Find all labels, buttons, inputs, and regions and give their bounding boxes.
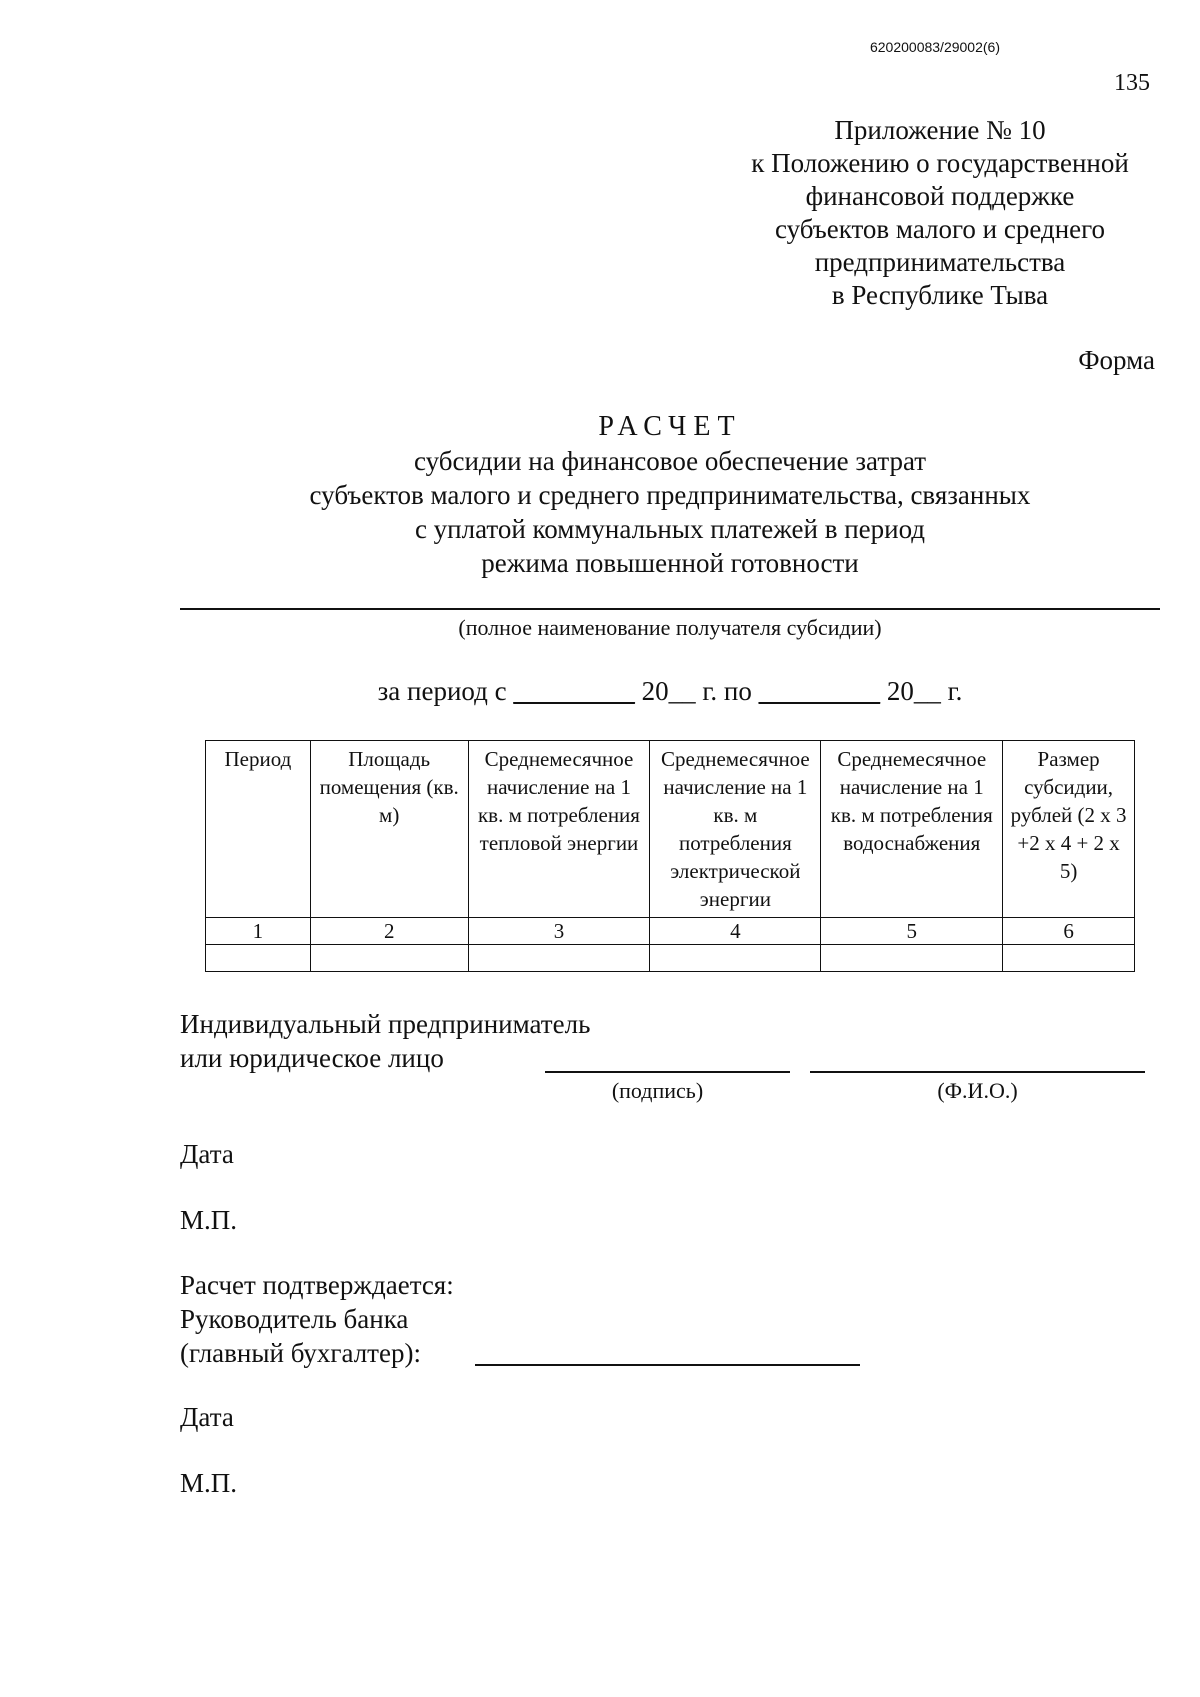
signatory-label [180, 1007, 640, 1075]
column-number: 2 [310, 918, 468, 945]
bank-signature-line[interactable] [475, 1364, 860, 1366]
table-header-row [206, 741, 1135, 918]
stamp-place-label: М.П. [180, 1205, 238, 1235]
period-year-end[interactable]: 20__ [886, 676, 941, 706]
confirmation-line: (главный бухгалтер): [180, 1338, 421, 1368]
date-label: Дата [180, 1402, 234, 1432]
document-id: 620200083/29002(6) [869, 39, 1000, 55]
period-line [180, 676, 1160, 707]
signature-caption: (подпись) [611, 1078, 704, 1103]
column-number: 5 [821, 918, 1003, 945]
signatory-line: Индивидуальный предприниматель [180, 1009, 591, 1039]
table-cell-empty[interactable] [310, 945, 468, 972]
appendix-line: Приложение № 10 [834, 115, 1046, 145]
appendix-block [700, 114, 1180, 312]
header-area: Площадь помещения (кв. м) [310, 741, 468, 918]
header-period: Период [206, 741, 311, 918]
confirmation-line: Руководитель банка [180, 1304, 409, 1334]
calculation-table [205, 740, 1135, 972]
document-title [160, 410, 1180, 580]
period-g-po: г. по [702, 676, 752, 706]
appendix-line: субъектов малого и среднего [774, 214, 1106, 244]
title-line: субъектов малого и среднего предпринимательства, связанных [309, 480, 1031, 510]
table-cell-empty[interactable] [650, 945, 821, 972]
appendix-line: финансовой поддержке [805, 181, 1075, 211]
column-number: 6 [1003, 918, 1135, 945]
title-line: режима повышенной готовности [481, 548, 859, 578]
appendix-line: в Республике Тыва [831, 280, 1049, 310]
form-label: Форма [1078, 345, 1155, 375]
title-line: субсидии на финансовое обеспечение затрат [413, 446, 927, 476]
page-number: 135 [1114, 70, 1150, 96]
table-cell-empty[interactable] [1003, 945, 1135, 972]
title-main: РАСЧЕТ [598, 411, 742, 442]
period-g-end: г. [947, 676, 963, 706]
signature-line[interactable] [545, 1071, 790, 1073]
header-subsidy: Размер субсидии, рублей (2 x 3 +2 x 4 + 2 x 5) [1003, 741, 1135, 918]
recipient-name-line[interactable] [180, 608, 1160, 610]
bank-confirmation [180, 1268, 700, 1370]
table-row [206, 945, 1135, 972]
signatory-line: или юридическое лицо [180, 1043, 444, 1073]
stamp-place-label: М.П. [180, 1468, 238, 1498]
confirmation-line: Расчет подтверждается: [180, 1270, 454, 1300]
header-water: Среднемесячное начисление на 1 кв. м потребления водоснабжения [821, 741, 1003, 918]
header-heat: Среднемесячное начисление на 1 кв. м потребления тепловой энергии [468, 741, 650, 918]
column-number: 3 [468, 918, 650, 945]
table-cell-empty[interactable] [206, 945, 311, 972]
appendix-line: предпринимательства [814, 247, 1066, 277]
header-electricity: Среднемесячное начисление на 1 кв. м потребления электрической энергии [650, 741, 821, 918]
fio-caption: (Ф.И.О.) [937, 1078, 1018, 1103]
period-year-start[interactable]: 20__ [641, 676, 696, 706]
table-cell-empty[interactable] [821, 945, 1003, 972]
appendix-line: к Положению о государственной [751, 148, 1129, 178]
column-number-row [206, 918, 1135, 945]
recipient-caption: (полное наименование получателя субсидии) [458, 615, 882, 640]
table-cell-empty[interactable] [468, 945, 650, 972]
column-number: 1 [206, 918, 311, 945]
date-label: Дата [180, 1139, 234, 1169]
fio-line[interactable] [810, 1071, 1145, 1073]
column-number: 4 [650, 918, 821, 945]
period-end-blank[interactable]: _________ [758, 676, 881, 706]
period-prefix: за период с [377, 676, 507, 706]
period-start-blank[interactable]: _________ [513, 676, 635, 706]
title-line: с уплатой коммунальных платежей в период [414, 514, 926, 544]
